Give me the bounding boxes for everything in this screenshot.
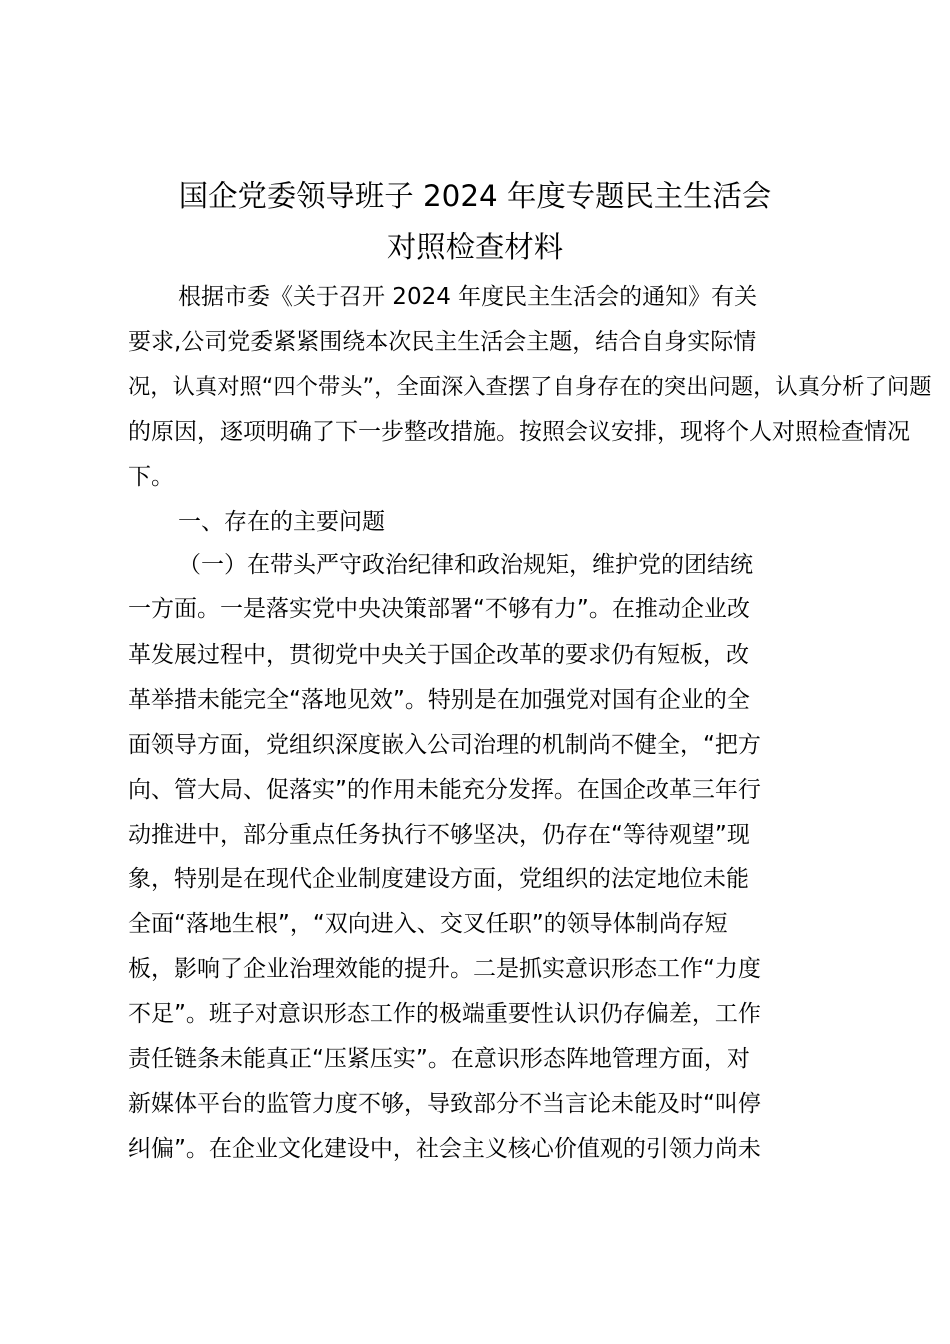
body-line: 新媒体平台的监管力度不够，导致部分不当言论未能及时“叫停 — [128, 1091, 761, 1117]
body-line: 全面“落地生根”，“双向进入、交叉任职”的领导体制尚存短 — [128, 911, 728, 937]
body-line: 革举措未能完全“落地见效”。特别是在加强党对国有企业的全 — [128, 687, 750, 713]
body-line: 向、管大局、促落实”的作用未能充分发挥。在国企改革三年行 — [128, 777, 761, 803]
section-heading: 一、存在的主要问题 — [178, 509, 385, 535]
body-line: （一）在带头严守政治纪律和政治规矩，维护党的团结统 — [178, 552, 753, 578]
body-line: 纠偏”。在企业文化建设中，社会主义核心价值观的引领力尚未 — [128, 1136, 761, 1162]
body-line: 责任链条未能真正“压紧压实”。在意识形态阵地管理方面，对 — [128, 1046, 750, 1072]
document-title-line-1: 国企党委领导班子 2024 年度专题民主生活会 — [178, 179, 772, 213]
body-line: 面领导方面，党组织深度嵌入公司治理的机制尚不健全，“把方 — [128, 732, 761, 758]
body-line: 根据市委《关于召开 2024 年度民主生活会的通知》有关 — [178, 284, 758, 310]
body-line: 况，认真对照“四个带头”，全面深入查摆了自身存在的突出问题，认真分析了问题 — [128, 374, 932, 400]
body-line: 一方面。一是落实党中央决策部署“不够有力”。在推动企业改 — [128, 596, 750, 622]
body-line: 不足”。班子对意识形态工作的极端重要性认识仍存偏差，工作 — [128, 1001, 761, 1027]
body-line: 动推进中，部分重点任务执行不够坚决，仍存在“等待观望”现 — [128, 822, 750, 848]
body-line: 板，影响了企业治理效能的提升。二是抓实意识形态工作“力度 — [128, 956, 761, 982]
body-line: 革发展过程中，贯彻党中央关于国企改革的要求仍有短板，改 — [128, 642, 749, 668]
body-line: 的原因，逐项明确了下一步整改措施。按照会议安排，现将个人对照检查情况 — [128, 419, 910, 445]
body-line: 要求,公司党委紧紧围绕本次民主生活会主题，结合自身实际情 — [128, 329, 757, 355]
document-title-line-2: 对照检查材料 — [386, 230, 564, 264]
body-line: 下。 — [128, 464, 174, 490]
body-line: 象，特别是在现代企业制度建设方面，党组织的法定地位未能 — [128, 866, 749, 892]
